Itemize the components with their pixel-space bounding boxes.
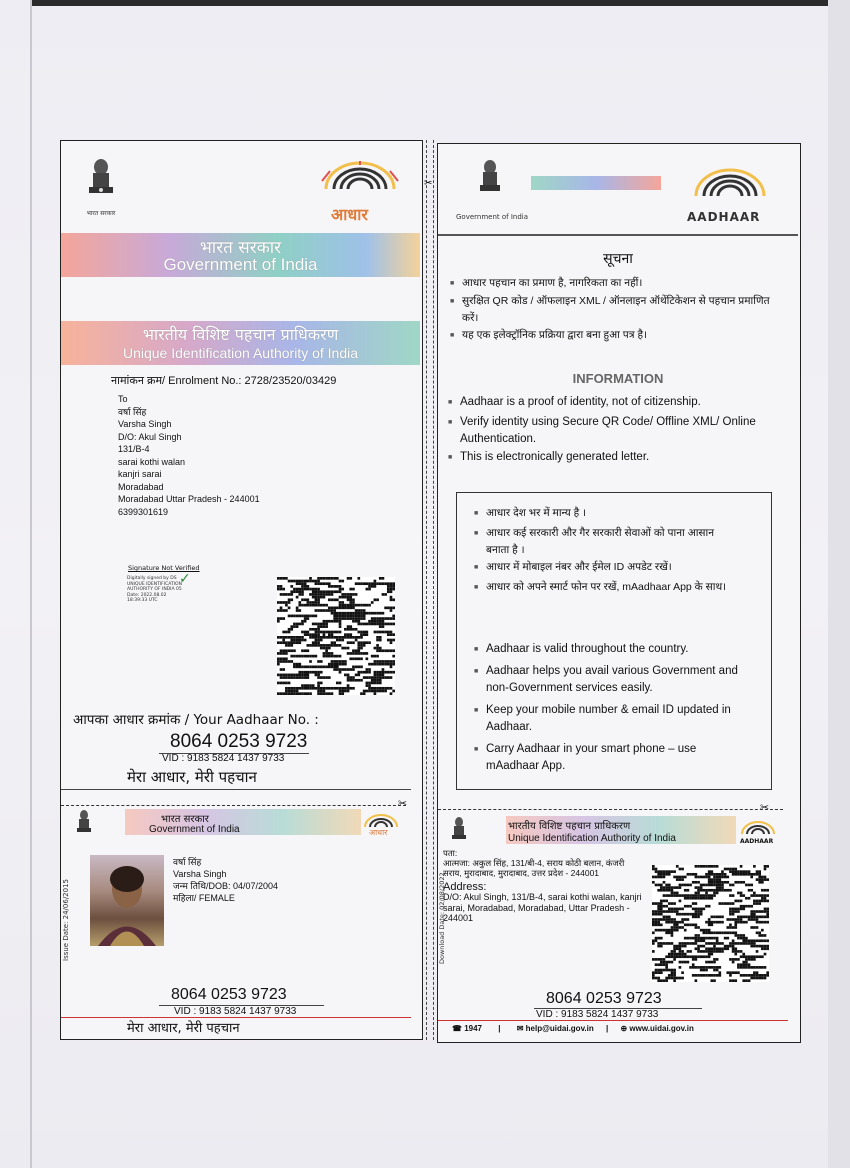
card-tagline: मेरा आधार, मेरी पहचान <box>127 1021 240 1036</box>
card-vid: VID : 9183 5824 1437 9733 <box>536 1009 659 1020</box>
notice-item: ■ यह एक इलेक्ट्रॉनिक प्रक्रिया द्वारा बना हुआ पत्र है। <box>462 327 782 344</box>
card-gov-hi: भारत सरकार <box>161 814 209 825</box>
mail-icon: ✉ <box>516 1024 524 1033</box>
cut-line <box>438 809 783 810</box>
page-right-edge <box>828 0 850 1168</box>
scissors-icon: ✂ <box>424 178 433 189</box>
signature-check-icon: ✓ <box>179 571 191 587</box>
aadhaar-letter-right <box>437 143 801 1043</box>
address-line: 6399301619 <box>118 506 169 517</box>
box-hi-item: ■ आधार कई सरकारी और गैर सरकारी सेवाओं को पाना आसान बनाता है । <box>486 525 726 559</box>
card-uidai-hi: भारतीय विशिष्ट पहचान प्राधिकरण <box>508 821 631 832</box>
card-holder-details <box>173 856 278 904</box>
aadhaar-logo-icon <box>686 166 774 214</box>
separator <box>61 789 411 790</box>
globe-icon: ⊕ <box>620 1024 628 1033</box>
cut-line <box>61 805 406 806</box>
holder-dob: जन्म तिथि/DOB: 04/07/2004 <box>173 881 279 891</box>
box-hi-item: ■ आधार देश भर में मान्य है । <box>486 505 756 522</box>
holder-name-hi: वर्षा सिंह <box>173 857 202 867</box>
vertical-cut-line <box>426 140 434 1040</box>
box-hi-item: ■ आधार में मोबाइल नंबर और ईमेल ID अपडेट रखें। <box>486 559 766 576</box>
page-top-edge <box>30 0 830 6</box>
signature-status: Signature Not Verified <box>128 564 200 572</box>
aadhaar-number-label <box>73 710 319 728</box>
card-qr-code <box>652 865 769 982</box>
scissors-icon: ✂ <box>760 801 770 814</box>
aadhaar-letter-left <box>60 140 423 1040</box>
address-line: Moradabad Uttar Pradesh - 244001 <box>118 494 260 504</box>
address-line: 131/B-4 <box>118 444 150 454</box>
card-address <box>443 848 643 924</box>
uidai-en-text: Unique Identification Authority of India <box>122 345 359 361</box>
card-aadhaar-logo-text: आधार <box>369 828 388 837</box>
card-footer: ☎ 1947 | ✉ help@uidai.gov.in | ⊕ www.uidai.gov.in <box>452 1024 694 1033</box>
box-hi-item: ■ आधार को अपने स्मार्ट फोन पर रखें, mAadhaar App के साथ। <box>486 579 746 596</box>
enrolment-number: नामांकन क्रम/ Enrolment No.: 2728/23520/03429 <box>111 375 337 387</box>
help-email: help@uidai.gov.in <box>525 1024 594 1033</box>
issue-date: Issue Date: 24/06/2015 <box>62 879 70 961</box>
aadhaar-logo-text: AADHAAR <box>687 210 761 224</box>
national-emblem-icon <box>473 158 507 204</box>
tagline: मेरा आधार, मेरी पहचान <box>127 768 257 786</box>
address-label-hi: पता: <box>443 848 458 858</box>
phone-icon: ☎ <box>452 1024 462 1033</box>
emblem-caption: Government of India <box>456 213 529 221</box>
address-line: kanjri sarai <box>118 469 162 479</box>
notice-title: सूचना <box>603 251 633 267</box>
address-line: sarai kothi walan <box>118 456 186 467</box>
card-gov-en: Government of India <box>149 824 240 835</box>
gov-en-text: Government of India <box>163 255 318 274</box>
notice-item: ■ आधार पहचान का प्रमाण है, नागरिकता का नहीं। <box>462 275 782 292</box>
website: www.uidai.gov.in <box>629 1024 694 1033</box>
uidai-hi-text: भारतीय विशिष्ट पहचान प्राधिकरण <box>142 325 339 344</box>
header-rule <box>438 234 798 236</box>
box-en-item: ■ Carry Aadhaar in your smart phone – use mAadhaar App. <box>486 741 746 775</box>
uidai-banner <box>61 321 420 365</box>
address-line: Varsha Singh <box>118 419 172 429</box>
aadhaar-number: 8064 0253 9723 <box>170 731 308 752</box>
address-line: To <box>118 394 128 404</box>
aadhaar-logo-text: आधार <box>331 205 368 224</box>
address-hi: आत्मजा: अकुल सिंह, 131/बी-4, सराय कोठी बलान, कंजरी सराय, मुरादाबाद, मुरादाबाद, उत्तर प्रदेश - 244001 <box>443 858 625 878</box>
card-emblem-icon <box>73 809 95 839</box>
notice-item: ■ सुरक्षित QR कोड / ऑफलाइन XML / ऑनलाइन ऑथेंटिकेशन से पहचान प्रमाणित करें। <box>462 293 772 327</box>
info-item: ■ This is electronically generated letter. <box>460 449 790 466</box>
info-item: ■ Verify identity using Secure QR Code/ Offline XML/ Online Authentication. <box>460 414 790 448</box>
card-uidai-en: Unique Identification Authority of India <box>508 833 676 844</box>
emblem-caption: भारत सरकार <box>86 210 116 217</box>
page-left-edge <box>30 0 32 1168</box>
holder-gender: महिला/ FEMALE <box>173 893 235 903</box>
card-vid: VID : 9183 5824 1437 9733 <box>174 1006 297 1017</box>
card-aadhaar-number: 8064 0253 9723 <box>171 986 287 1003</box>
photo <box>90 855 164 946</box>
info-title: INFORMATION <box>572 371 664 386</box>
address-line: Moradabad <box>118 481 164 492</box>
card-emblem-icon <box>448 816 470 846</box>
color-stripe <box>531 176 661 190</box>
scissors-icon: ✂ <box>398 797 408 810</box>
info-item: ■ Aadhaar is a proof of identity, not of citizenship. <box>460 394 790 411</box>
address-label-en: Address: <box>443 881 487 893</box>
recipient-address <box>118 393 260 518</box>
address-en: D/O: Akul Singh, 131/B-4, sarai kothi walan, kanjri sarai, Moradabad, Moradabad, Uttar Pradesh - 244001 <box>443 892 642 923</box>
box-en-item: ■ Keep your mobile number & email ID updated in Aadhaar. <box>486 702 756 736</box>
info-box <box>456 492 772 790</box>
vid-number: VID : 9183 5824 1437 9733 <box>162 753 285 764</box>
secure-qr-code <box>277 577 395 695</box>
card-aadhaar-number: 8064 0253 9723 <box>546 990 662 1007</box>
helpline: 1947 <box>464 1024 482 1033</box>
box-en-item: ■ Aadhaar is valid throughout the country. <box>486 641 756 658</box>
card-red-line <box>438 1020 788 1021</box>
box-en-item: ■ Aadhaar helps you avail various Government and non-Government services easily. <box>486 663 756 697</box>
government-banner <box>61 233 420 277</box>
card-aadhaar-logo-text: AADHAAR <box>740 838 774 845</box>
aadhaar-number-label-text: आपका आधार क्रमांक / Your Aadhaar No. : <box>73 712 319 728</box>
gov-hi-text: भारत सरकार <box>199 238 282 258</box>
holder-name-en: Varsha Singh <box>173 869 227 879</box>
aadhaar-logo-icon <box>316 159 404 207</box>
address-line: वर्षा सिंह <box>118 406 147 417</box>
national-emblem-icon <box>81 157 121 207</box>
download-date: Download Date: 02/08/2022 <box>438 872 446 964</box>
signature-details: Digitally signed by DS UNIQUE IDENTIFICATION AUTHORITY OF INDIA 05 Date: 2022.08.02 18:39:33 UTC <box>127 576 182 603</box>
address-line: D/O: Akul Singh <box>118 431 182 442</box>
